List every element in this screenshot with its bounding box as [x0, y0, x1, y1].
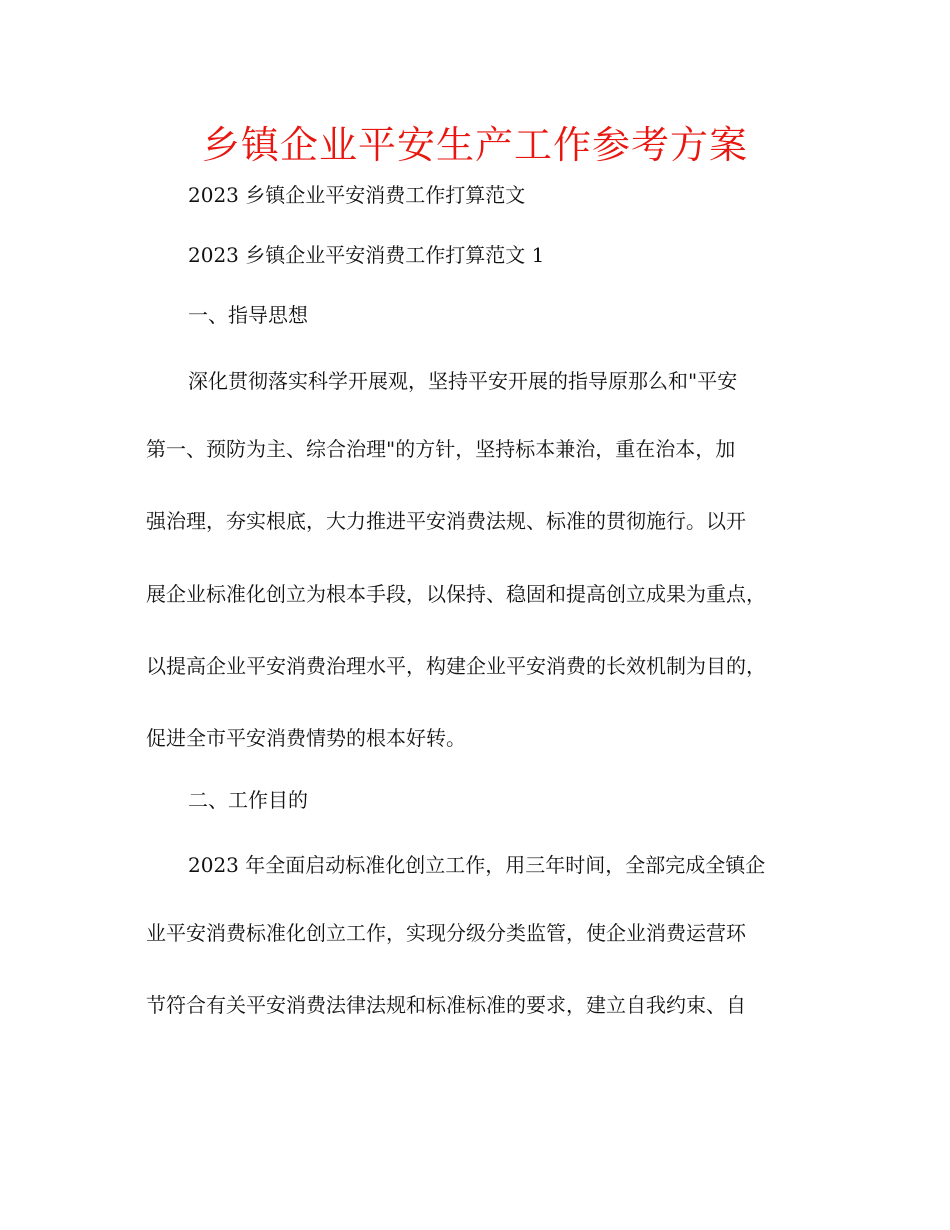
paragraph-line: 深化贯彻落实科学开展观，坚持平安开展的指导原那么和"平安: [188, 369, 738, 393]
paragraph-line: 节符合有关平安消费法律法规和标准标准的要求，建立自我约束、自: [146, 993, 746, 1017]
document-title: 乡镇企业平安生产工作参考方案: [201, 123, 748, 167]
paragraph-line: 以提高企业平安消费治理水平，构建企业平安消费的长效机制为目的，: [146, 654, 766, 678]
paragraph-line: 2023 乡镇企业平安消费工作打算范文 1: [188, 243, 545, 267]
paragraph-line: 第一、预防为主、综合治理"的方针，坚持标本兼治，重在治本，加: [146, 437, 736, 461]
paragraph-line: 2023 年全面启动标准化创立工作，用三年时间，全部完成全镇企: [188, 853, 766, 877]
section-heading: 二、工作目的: [188, 788, 308, 812]
paragraph-line: 促进全市平安消费情势的根本好转。: [146, 726, 466, 750]
paragraph-line: 2023 乡镇企业平安消费工作打算范文: [188, 183, 526, 207]
paragraph-line: 强治理，夯实根底，大力推进平安消费法规、标准的贯彻施行。以开: [146, 509, 746, 533]
paragraph-line: 展企业标准化创立为根本手段，以保持、稳固和提高创立成果为重点，: [146, 582, 766, 606]
paragraph-line: 业平安消费标准化创立工作，实现分级分类监管，使企业消费运营环: [146, 921, 746, 945]
section-heading: 一、指导思想: [188, 303, 308, 327]
